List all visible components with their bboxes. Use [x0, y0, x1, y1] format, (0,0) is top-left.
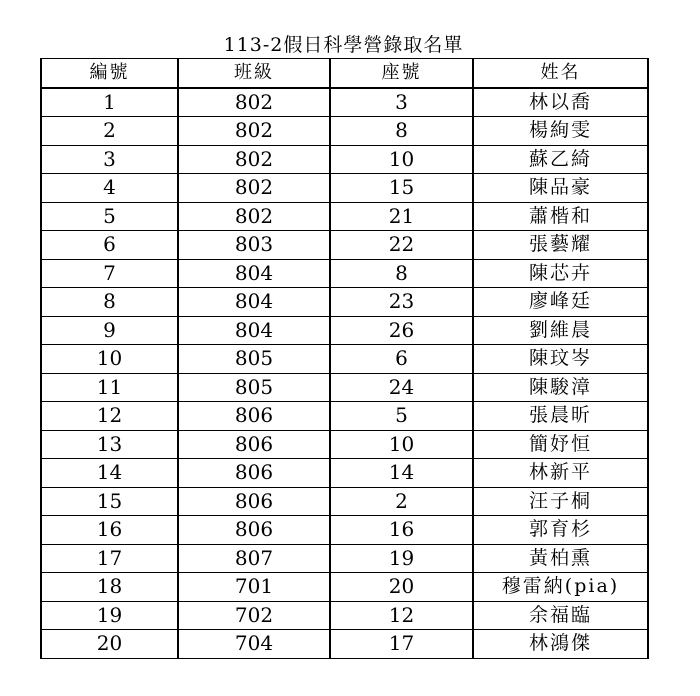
cell-number: 14 — [41, 459, 178, 488]
cell-class: 803 — [178, 231, 330, 260]
cell-name: 林鴻傑 — [473, 630, 648, 659]
cell-seat: 12 — [330, 601, 473, 630]
cell-name: 郭育杉 — [473, 516, 648, 545]
cell-class: 806 — [178, 402, 330, 431]
roster-table — [40, 58, 649, 659]
cell-class: 701 — [178, 573, 330, 602]
cell-name: 陳駿漳 — [473, 373, 648, 402]
table-row — [41, 316, 648, 345]
cell-name: 陳玟岑 — [473, 345, 648, 374]
cell-class: 802 — [178, 117, 330, 146]
cell-class: 804 — [178, 288, 330, 317]
cell-class: 802 — [178, 174, 330, 203]
cell-name: 陳品豪 — [473, 174, 648, 203]
cell-number: 1 — [41, 88, 178, 117]
table-row — [41, 259, 648, 288]
table-row — [41, 459, 648, 488]
table-row — [41, 630, 648, 659]
cell-name: 楊絢雯 — [473, 117, 648, 146]
cell-class: 807 — [178, 544, 330, 573]
cell-seat: 24 — [330, 373, 473, 402]
table-row — [41, 487, 648, 516]
cell-number: 20 — [41, 630, 178, 659]
cell-number: 9 — [41, 316, 178, 345]
header-class: 班級 — [178, 59, 330, 88]
cell-class: 806 — [178, 430, 330, 459]
table-body — [41, 88, 648, 659]
cell-name: 林新平 — [473, 459, 648, 488]
table-row — [41, 516, 648, 545]
cell-seat: 3 — [330, 88, 473, 117]
cell-number: 3 — [41, 145, 178, 174]
cell-class: 804 — [178, 316, 330, 345]
table-row — [41, 573, 648, 602]
cell-class: 802 — [178, 145, 330, 174]
cell-name: 穆雷納(pia) — [473, 573, 648, 602]
cell-class: 805 — [178, 373, 330, 402]
table-row — [41, 117, 648, 146]
header-number: 編號 — [41, 59, 178, 88]
table-row — [41, 373, 648, 402]
cell-name: 林以喬 — [473, 88, 648, 117]
cell-seat: 21 — [330, 202, 473, 231]
cell-number: 5 — [41, 202, 178, 231]
cell-seat: 15 — [330, 174, 473, 203]
cell-class: 806 — [178, 487, 330, 516]
cell-class: 804 — [178, 259, 330, 288]
cell-number: 13 — [41, 430, 178, 459]
cell-number: 6 — [41, 231, 178, 260]
table-row — [41, 145, 648, 174]
cell-seat: 10 — [330, 145, 473, 174]
cell-name: 余福臨 — [473, 601, 648, 630]
cell-seat: 10 — [330, 430, 473, 459]
cell-class: 805 — [178, 345, 330, 374]
cell-number: 18 — [41, 573, 178, 602]
cell-seat: 19 — [330, 544, 473, 573]
cell-number: 19 — [41, 601, 178, 630]
table-row — [41, 402, 648, 431]
cell-seat: 17 — [330, 630, 473, 659]
cell-name: 蕭楷和 — [473, 202, 648, 231]
document-title: 113-2假日科學營錄取名單 — [223, 34, 464, 56]
cell-number: 10 — [41, 345, 178, 374]
cell-name: 張藝耀 — [473, 231, 648, 260]
cell-seat: 16 — [330, 516, 473, 545]
cell-name: 汪子桐 — [473, 487, 648, 516]
cell-number: 4 — [41, 174, 178, 203]
cell-seat: 20 — [330, 573, 473, 602]
header-seat: 座號 — [330, 59, 473, 88]
cell-class: 702 — [178, 601, 330, 630]
cell-number: 17 — [41, 544, 178, 573]
cell-seat: 5 — [330, 402, 473, 431]
table-row — [41, 288, 648, 317]
cell-class: 806 — [178, 516, 330, 545]
cell-class: 704 — [178, 630, 330, 659]
cell-seat: 8 — [330, 117, 473, 146]
cell-number: 11 — [41, 373, 178, 402]
cell-class: 802 — [178, 88, 330, 117]
table-row — [41, 231, 648, 260]
cell-number: 7 — [41, 259, 178, 288]
cell-number: 16 — [41, 516, 178, 545]
cell-name: 簡妤恒 — [473, 430, 648, 459]
header-name: 姓名 — [473, 59, 648, 88]
cell-number: 15 — [41, 487, 178, 516]
table-row — [41, 345, 648, 374]
cell-seat: 23 — [330, 288, 473, 317]
cell-seat: 14 — [330, 459, 473, 488]
cell-number: 12 — [41, 402, 178, 431]
table-header — [41, 59, 648, 88]
cell-class: 806 — [178, 459, 330, 488]
table-row — [41, 88, 648, 117]
table-row — [41, 202, 648, 231]
cell-seat: 2 — [330, 487, 473, 516]
cell-name: 劉維晨 — [473, 316, 648, 345]
cell-number: 2 — [41, 117, 178, 146]
table-row — [41, 174, 648, 203]
cell-number: 8 — [41, 288, 178, 317]
cell-seat: 22 — [330, 231, 473, 260]
header-row — [41, 59, 648, 88]
cell-class: 802 — [178, 202, 330, 231]
cell-name: 廖峰廷 — [473, 288, 648, 317]
cell-seat: 26 — [330, 316, 473, 345]
cell-name: 黃柏熏 — [473, 544, 648, 573]
table-row — [41, 601, 648, 630]
cell-name: 張晨昕 — [473, 402, 648, 431]
cell-seat: 8 — [330, 259, 473, 288]
table-row — [41, 544, 648, 573]
cell-name: 陳芯卉 — [473, 259, 648, 288]
cell-seat: 6 — [330, 345, 473, 374]
cell-name: 蘇乙綺 — [473, 145, 648, 174]
table-row — [41, 430, 648, 459]
